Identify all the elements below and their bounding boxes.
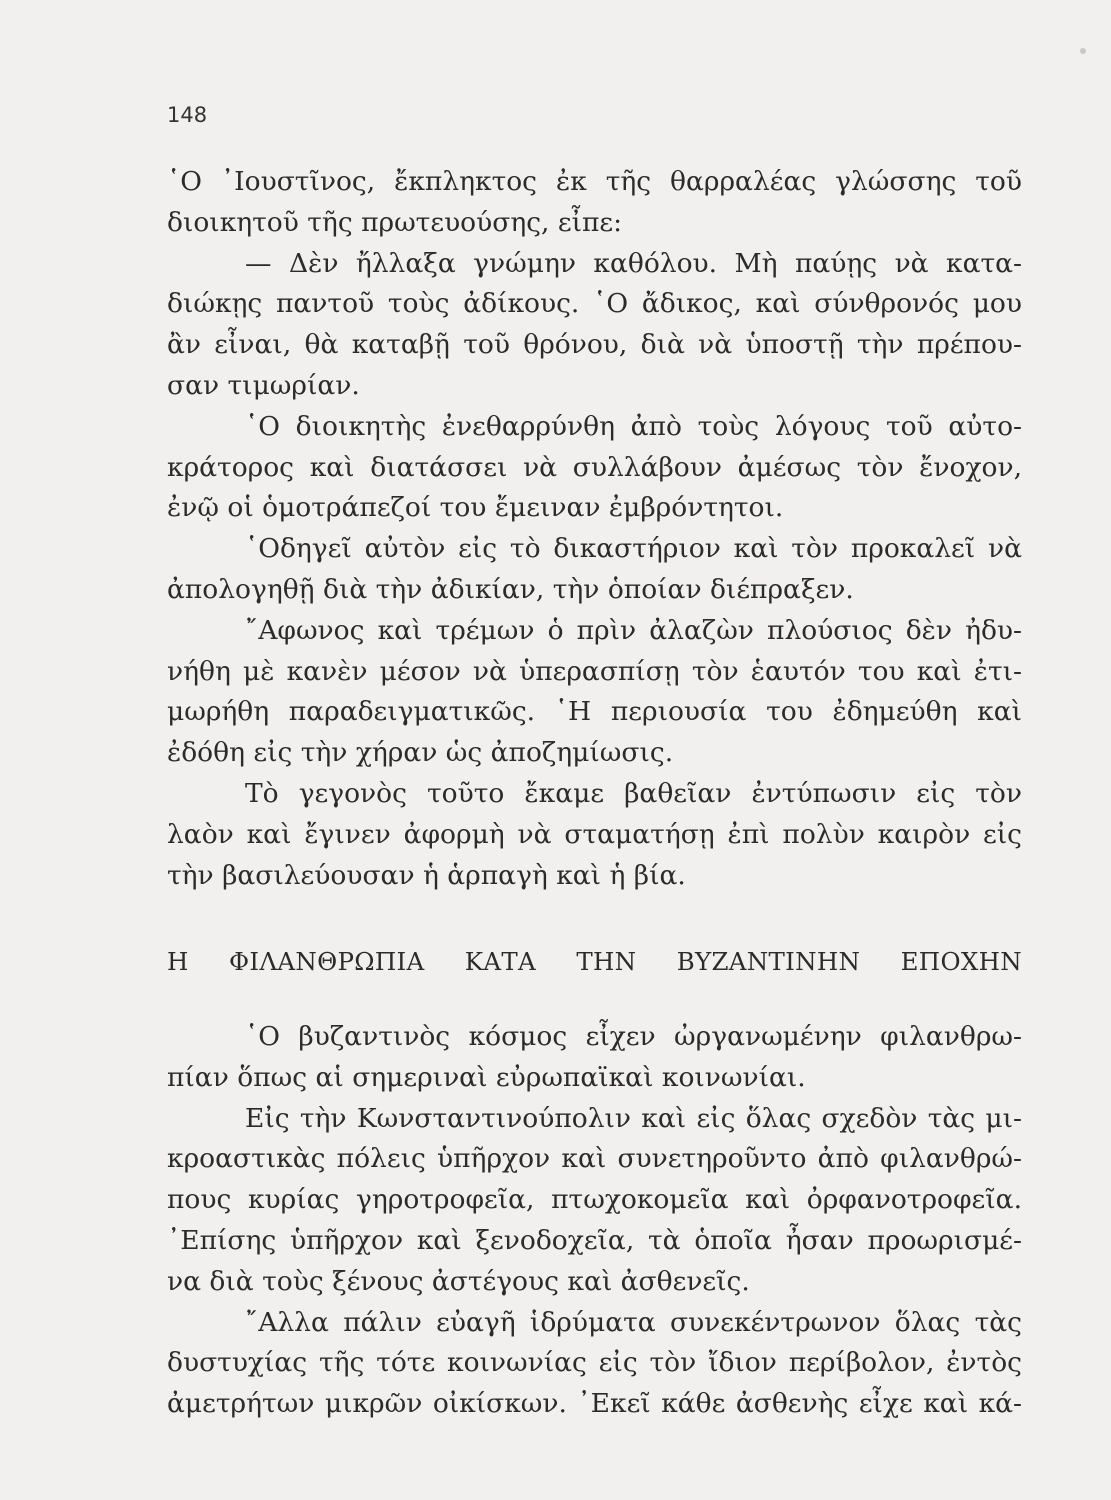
page-number: 148	[167, 103, 208, 127]
text-line: λαὸν καὶ ἔγινεν ἀφορμὴ νὰ σταματήσῃ ἐπὶ πολὺν καιρὸν εἰς	[167, 818, 1022, 850]
text-line: ῾Οδηγεῖ αὐτὸν εἰς τὸ δικαστήριον καὶ τὸν προκαλεῖ νὰ	[245, 533, 1022, 565]
text-line: ἀπολογηθῇ διὰ τὴν ἀδικίαν, τὴν ὁποίαν διέπραξεν.	[167, 573, 854, 605]
text-line: ᾿Επίσης ὑπῆρχον καὶ ξενοδοχεῖα, τὰ ὁποῖα ἦσαν προωρισμέ-	[167, 1224, 1022, 1256]
text-line: διοικητοῦ τῆς πρωτευούσης, εἶπε:	[167, 206, 623, 238]
text-line: ἐνῷ οἱ ὁμοτράπεζοί του ἔμειναν ἐμβρόντητοι.	[167, 492, 784, 524]
text-line: δυστυχίας τῆς τότε κοινωνίας εἰς τὸν ἴδιον περίβολον, ἐντὸς	[167, 1347, 1022, 1379]
section-paragraphs	[167, 1017, 1022, 1425]
text-line: ῎Αλλα πάλιν εὐαγῆ ἱδρύματα συνεκέντρωνον ὅλας τὰς	[245, 1306, 1022, 1338]
text-line: κροαστικὰς πόλεις ὑπῆρχον καὶ συνετηροῦντο ἀπὸ φιλανθρώ-	[167, 1143, 1022, 1175]
text-line: — Δὲν ἤλλαξα γνώμην καθόλου. Μὴ παύῃς νὰ κατα-	[245, 247, 1022, 279]
text-line: ῾Ο ᾿Ιουστῖνος, ἔκπληκτος ἐκ τῆς θαρραλέας γλώσσης τοῦ	[167, 166, 1022, 197]
text-line: νήθη μὲ κανὲν μέσον νὰ ὑπερασπίσῃ τὸν ἑαυτόν του καὶ ἐτι-	[167, 655, 1022, 687]
text-line: διώκῃς παντοῦ τοὺς ἀδίκους. ῾Ο ἄδικος, καὶ σύνθρονός μου	[167, 288, 1022, 320]
text-line: Τὸ γεγονὸς τοῦτο ἔκαμε βαθεῖαν ἐντύπωσιν εἰς τὸν	[245, 777, 1022, 809]
text-line: ἐδόθη εἰς τὴν χήραν ὡς ἀποζημίωσις.	[167, 737, 674, 769]
text-line: σαν τιμωρίαν.	[167, 369, 360, 401]
section-heading: Η ΦΙΛΑΝΘΡΩΠΙΑ ΚΑΤΑ ΤΗΝ ΒΥΖΑΝΤΙΝΗΝ ΕΠΟΧΗΝ	[167, 947, 1022, 976]
text-line: να διὰ τοὺς ξένους ἀστέγους καὶ ἀσθενεῖς.	[167, 1265, 750, 1297]
text-line: πους κυρίας γηροτροφεῖα, πτωχοκομεῖα καὶ ὀρφανοτροφεῖα.	[167, 1184, 1022, 1216]
text-line: ῾Ο βυζαντινὸς κόσμος εἶχεν ὠργανωμένην φιλανθρω-	[245, 1021, 1022, 1052]
text-line: κράτορος καὶ διατάσσει νὰ συλλάβουν ἀμέσως τὸν ἔνοχον,	[167, 451, 1022, 483]
text-line: τὴν βασιλεύουσαν ἡ ἁρπαγὴ καὶ ἡ βία.	[167, 859, 686, 891]
paper-spot	[1080, 48, 1086, 54]
text-line: πίαν ὅπως αἱ σημεριναὶ εὐρωπαϊκαὶ κοινωνίαι.	[167, 1061, 806, 1093]
text-line: μωρήθη παραδειγματικῶς. ῾Η περιουσία του ἐδημεύθη καὶ	[167, 696, 1022, 728]
text-line: ἀμετρήτων μικρῶν οἰκίσκων. ᾿Εκεῖ κάθε ἀσθενὴς εἶχε καὶ κά-	[167, 1388, 1022, 1420]
text-line: ῾Ο διοικητὴς ἐνεθαρρύνθη ἀπὸ τοὺς λόγους τοῦ αὐτο-	[245, 410, 1022, 442]
story-paragraphs	[167, 162, 1022, 896]
text-line: Εἰς τὴν Κωνσταντινούπολιν καὶ εἰς ὅλας σχεδὸν τὰς μι-	[245, 1102, 1022, 1134]
text-line: ἂν εἶναι, θὰ καταβῇ τοῦ θρόνου, διὰ νὰ ὑποστῇ τὴν πρέπου-	[167, 329, 1022, 361]
text-line: ῎Αφωνος καὶ τρέμων ὁ πρὶν ἀλαζὼν πλούσιος δὲν ἠδυ-	[245, 614, 1022, 646]
